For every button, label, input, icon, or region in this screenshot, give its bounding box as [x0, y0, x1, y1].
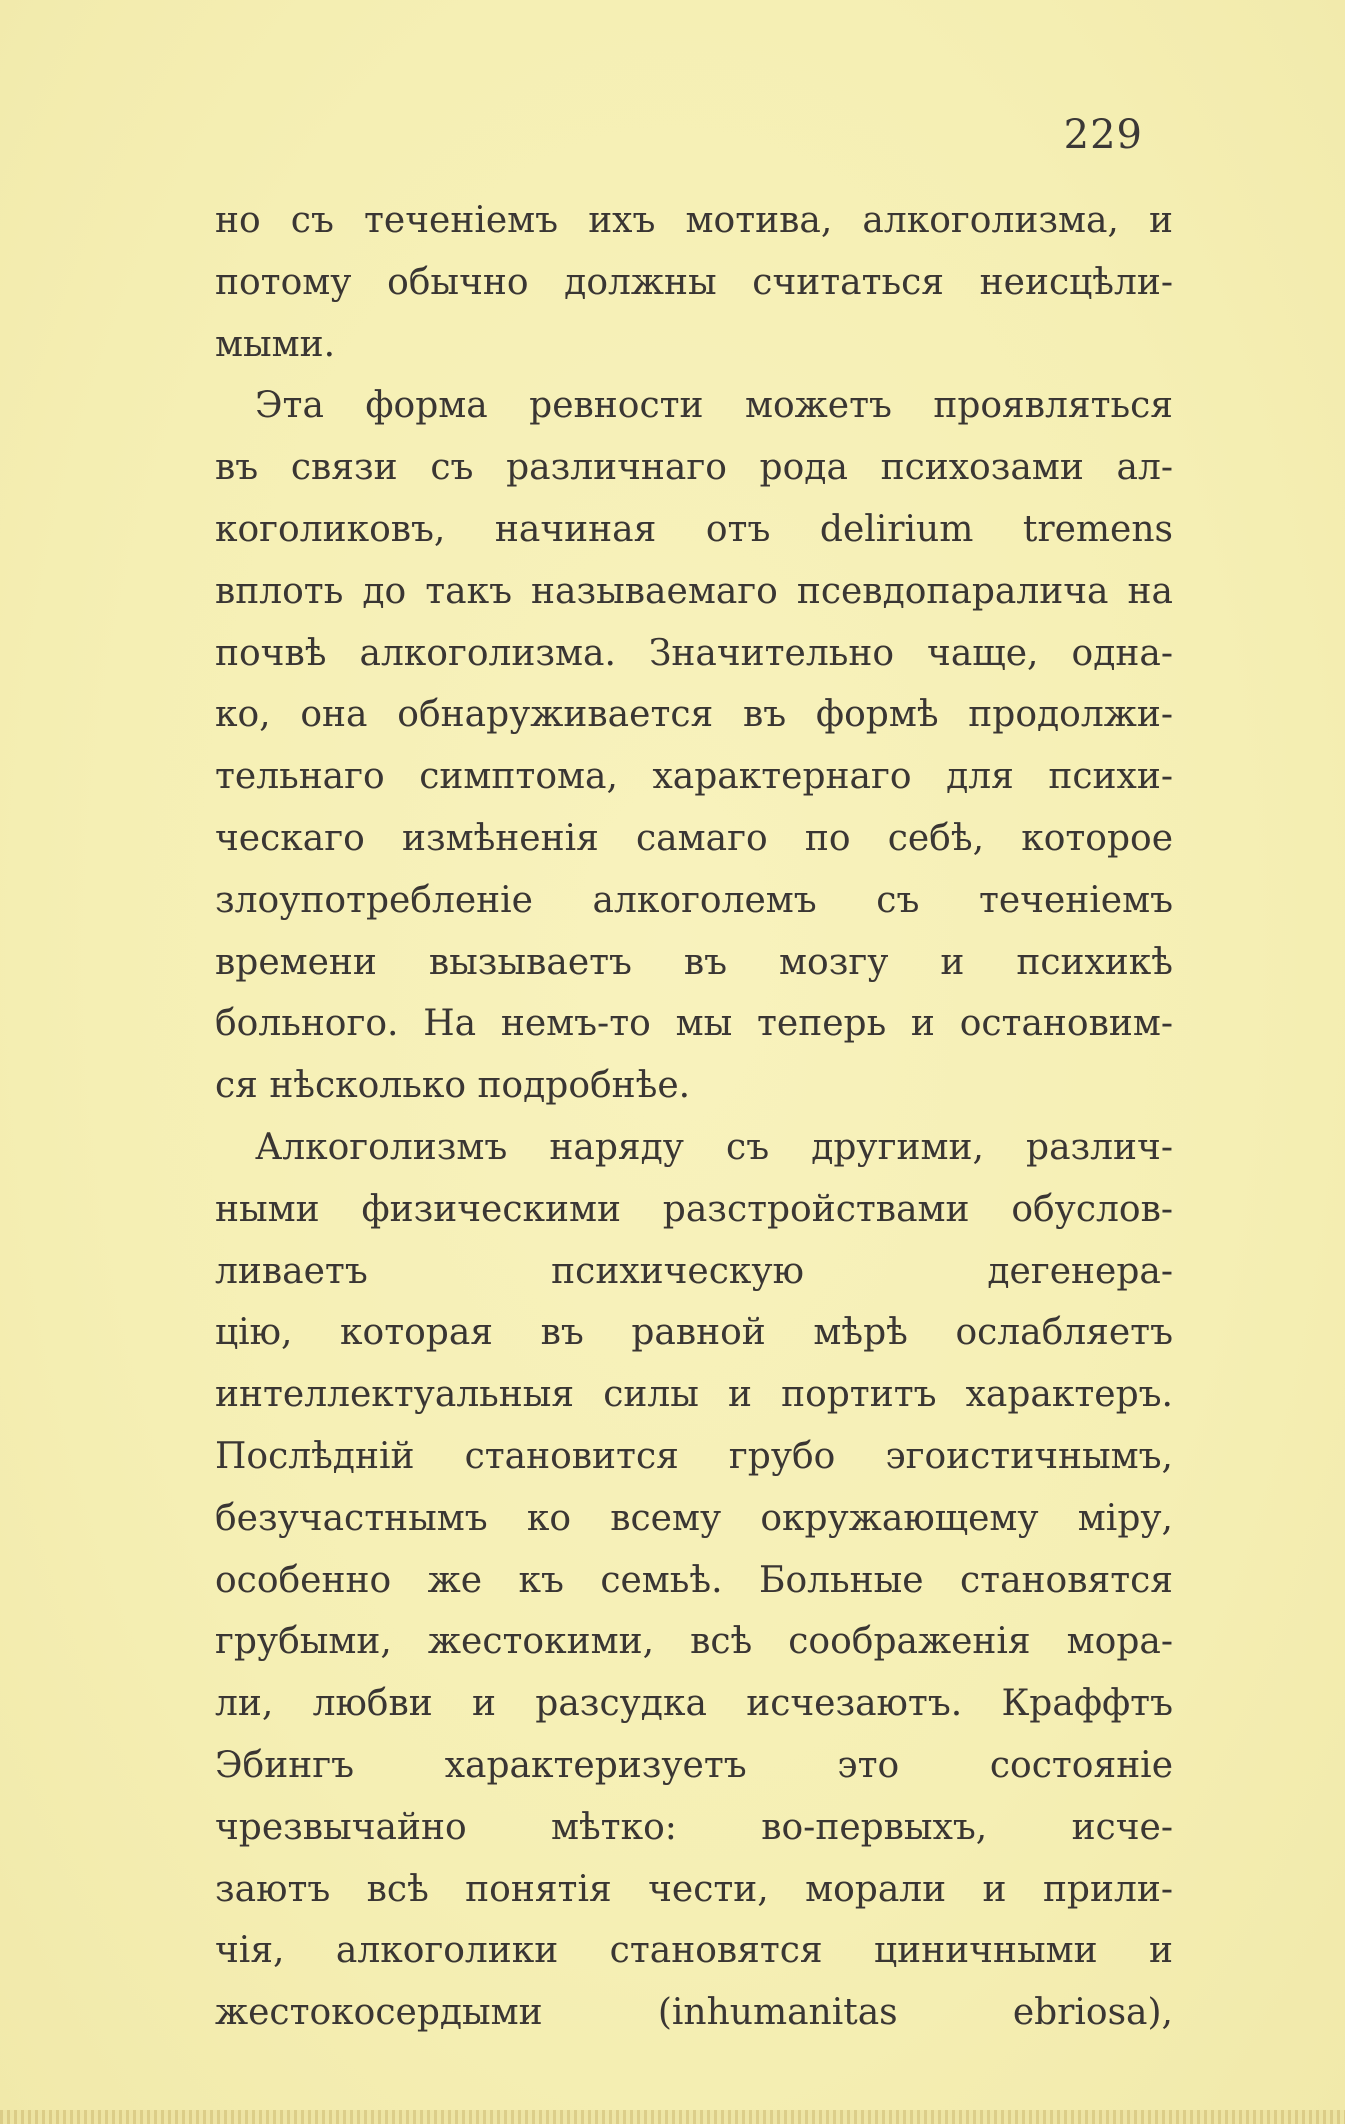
text-line: тельнаго симптома, характернаго для психи- [215, 756, 1173, 798]
text-line: больного. На немъ-то мы теперь и остановим- [215, 1003, 1173, 1045]
text-line: Эбингъ характеризуетъ это состояніе [215, 1744, 1173, 1786]
text-line: почвѣ алкоголизма. Значительно чаще, одна- [215, 632, 1173, 674]
text-line: потому обычно должны считаться неисцѣли- [215, 261, 1173, 303]
text-line: цію, которая въ равной мѣрѣ ослабляетъ [215, 1312, 1173, 1354]
text-line: ли, любви и разсудка исчезаютъ. Краффтъ [215, 1683, 1173, 1725]
text-line: ными физическими разстройствами обуслов- [215, 1188, 1173, 1230]
text-line: грубыми, жестокими, всѣ соображенія мора- [215, 1621, 1173, 1663]
text-line: ко, она обнаруживается въ формѣ продолжи- [215, 694, 1173, 736]
text-line: жестокосердыми (inhumanitas ebriosa), [215, 1992, 1173, 2034]
page-bottom-edge [0, 2110, 1345, 2124]
text-line: ческаго измѣненія самаго по себѣ, которое [215, 817, 1173, 859]
text-line: ливаетъ психическую дегенера- [215, 1250, 1173, 1292]
text-line: вплоть до такъ называемаго псевдопаралича на [215, 570, 1173, 612]
text-line: особенно же къ семьѣ. Больные становятся [215, 1559, 1173, 1601]
text-line: коголиковъ, начиная отъ delirium tremens [215, 508, 1173, 550]
text-line: но съ теченіемъ ихъ мотива, алкоголизма, и [215, 200, 1173, 241]
text-line: интеллектуальныя силы и портитъ характеръ. [215, 1374, 1173, 1416]
text-line: чія, алкоголики становятся циничными и [215, 1930, 1173, 1972]
text-line: Эта форма ревности можетъ проявляться [255, 385, 1173, 427]
text-line: времени вызываетъ въ мозгу и психикѣ [215, 941, 1173, 983]
page-number: 229 [1063, 112, 1143, 158]
text-line: заютъ всѣ понятія чести, морали и прили- [215, 1868, 1173, 1910]
text-line: злоупотребленіе алкоголемъ съ теченіемъ [215, 879, 1173, 921]
text-line: мыми. [215, 323, 336, 365]
text-line: Алкоголизмъ наряду съ другими, различ- [255, 1126, 1173, 1168]
text-line: Послѣдній становится грубо эгоистичнымъ, [215, 1435, 1173, 1477]
text-line: ся нѣсколько подробнѣе. [215, 1065, 691, 1107]
text-line: въ связи съ различнаго рода психозами ал- [215, 447, 1173, 489]
text-line: безучастнымъ ко всему окружающему міру, [215, 1497, 1173, 1539]
text-line: чрезвычайно мѣтко: во-первыхъ, исче- [215, 1806, 1173, 1848]
body-text [215, 190, 1173, 2044]
